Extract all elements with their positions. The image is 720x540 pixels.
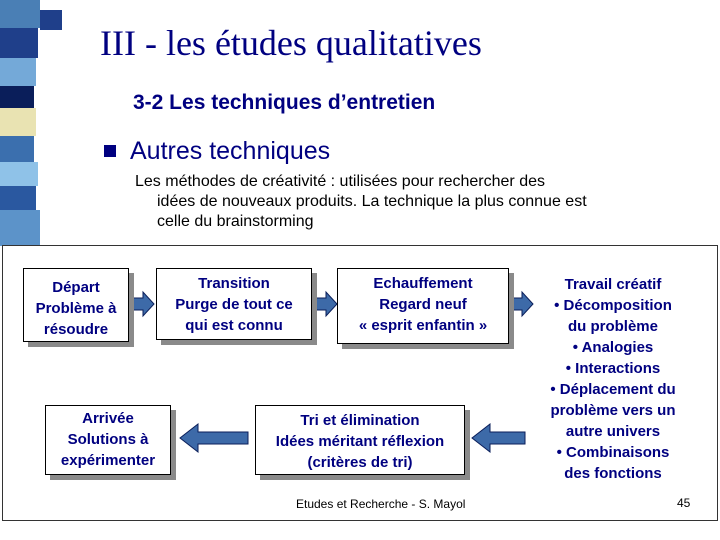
- step-line: • Combinaisons: [556, 444, 670, 461]
- step-tri: [255, 405, 465, 475]
- step-line: Travail créatif: [564, 276, 662, 293]
- step-line: problème vers un: [550, 402, 676, 419]
- paragraph-line: celle du brainstorming: [157, 213, 314, 230]
- paragraph-line: idées de nouveaux produits. La technique la plus connue est: [157, 193, 587, 210]
- step-line: Transition: [198, 275, 270, 292]
- step-depart: [23, 268, 129, 342]
- step-line: Départ: [52, 279, 100, 296]
- step-line: Idées méritant réflexion: [275, 433, 445, 450]
- step-line: des fonctions: [564, 465, 662, 482]
- step-line: résoudre: [43, 321, 109, 338]
- slide-title: III - les études qualitatives: [100, 23, 482, 63]
- step-line: Purge de tout ce: [175, 296, 293, 313]
- page-number: 45: [677, 496, 691, 510]
- step-line: Tri et élimination: [300, 412, 420, 429]
- step-line: • Décomposition: [554, 297, 672, 314]
- step-line: qui est connu: [185, 317, 283, 334]
- step-line: Echauffement: [373, 275, 473, 292]
- step-line: du problème: [567, 318, 658, 335]
- step-line: autre univers: [565, 423, 661, 440]
- arrow-right-icon: [512, 292, 533, 316]
- slide-subtitle: 3-2 Les techniques d’entretien: [133, 91, 436, 114]
- step-line: • Déplacement du: [550, 381, 676, 398]
- step-line: Problème à: [35, 300, 117, 317]
- step-line: (critères de tri): [307, 454, 413, 471]
- step-arrivee: [45, 405, 171, 475]
- bullet-text: Autres techniques: [130, 137, 331, 165]
- step-line: « esprit enfantin »: [358, 317, 488, 334]
- arrow-left-icon: [180, 424, 248, 452]
- step-line: Solutions à: [67, 431, 149, 448]
- paragraph-line: Les méthodes de créativité : utilisées pour rechercher des: [135, 173, 545, 190]
- step-line: Arrivée: [82, 410, 134, 427]
- step-line: • Interactions: [565, 360, 661, 377]
- step-transition: [156, 268, 312, 340]
- step-echauffement: [337, 268, 509, 344]
- arrow-right-icon: [133, 292, 154, 316]
- step-travail-creatif: [533, 274, 693, 484]
- step-line: • Analogies: [572, 339, 654, 356]
- step-line: Regard neuf: [379, 296, 467, 313]
- step-line: expérimenter: [60, 452, 156, 469]
- footer-text: Etudes et Recherche - S. Mayol: [296, 497, 466, 511]
- arrow-right-icon: [316, 292, 337, 316]
- arrow-left-icon: [472, 424, 525, 452]
